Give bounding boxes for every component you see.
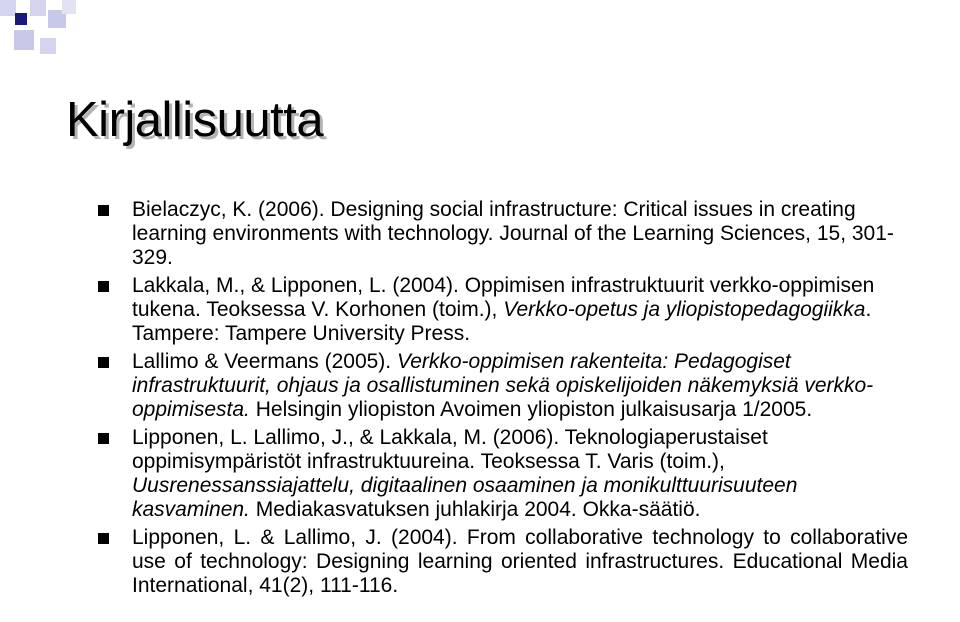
logo-square-light-6: [62, 0, 76, 14]
square-bullet-icon: [98, 357, 109, 368]
reference-book-title: Verkko-oppimisen rakenteita: Pedagogiset infrastruktuurit, ohjaus ja osallistuminen sekä opiskelijoiden näkemyksiä verkko-oppimisesta.: [132, 350, 874, 421]
reference-text: Lakkala, M., & Lipponen, L. (2004). Oppimisen infrastruktuurit verkko-oppimisen tukena. Teoksessa V. Korhonen (toim.),: [132, 274, 875, 321]
reference-book-title: Uusrenessanssiajattelu, digitaalinen osaaminen ja monikulttuurisuuteen kasvaminen.: [132, 474, 798, 521]
reference-publisher: . Tampere: Tampere University Press.: [132, 298, 872, 345]
square-bullet-icon: [98, 281, 109, 292]
reference-text: Lipponen, L. & Lallimo, J. (2004). From collaborative technology to collaborative use of technology: Designing learning oriented infrastructures. Educational Media International, 41(2), 111-116.: [132, 526, 908, 597]
reference-publisher: Mediakasvatuksen juhlakirja 2004. Okka-säätiö.: [249, 498, 701, 521]
reference-text: Lallimo & Veermans (2005).: [132, 350, 397, 373]
square-bullet-icon: [98, 205, 109, 216]
slide-title: Kirjallisuutta: [66, 93, 324, 147]
logo-square-navy-1: [15, 13, 27, 25]
reference-text: Bielaczyc, K. (2006). Designing social infrastructure: Critical issues in creating learning environments with technology. Journal of the Learning Sciences, 15, 301-329.: [132, 198, 894, 269]
reference-item: [98, 526, 908, 598]
reference-item: [98, 426, 908, 522]
logo-square-light-1: [0, 0, 16, 16]
decorative-logo-squares: [0, 0, 90, 60]
reference-list: [98, 198, 908, 602]
logo-square-light-5: [40, 38, 56, 54]
reference-book-title: Verkko-opetus ja yliopistopedagogiikka: [503, 298, 866, 321]
reference-publisher: Helsingin yliopiston Avoimen yliopiston julkaisusarja 1/2005.: [249, 398, 813, 421]
reference-item: [98, 350, 908, 422]
square-bullet-icon: [98, 433, 109, 444]
reference-text: Lipponen, L. Lallimo, J., & Lakkala, M. (2006). Teknologiaperustaiset oppimisympäristöt infrastruktuureina. Teoksessa T. Varis (toim.),: [132, 426, 768, 473]
logo-square-light-2: [30, 0, 46, 16]
reference-item: [98, 198, 908, 270]
logo-square-light-4: [14, 30, 34, 50]
square-bullet-icon: [98, 533, 109, 544]
reference-item: [98, 274, 908, 346]
